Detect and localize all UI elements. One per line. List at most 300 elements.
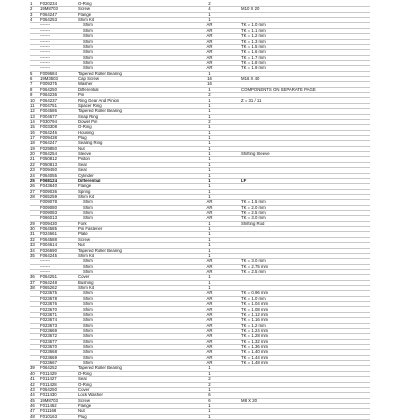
part-description: Screw [78,237,90,242]
part-number: F064251 [40,274,57,280]
ref-number: 34 [30,248,35,253]
ref-number: 21 [30,156,35,162]
quantity: AR [206,323,213,328]
quantity: AR [206,333,213,339]
remarks: M10 X 20 [241,6,260,12]
part-description: Shim [83,269,93,274]
ref-number: 19 [30,146,35,151]
ref-number: 8 [30,87,33,92]
part-number: F020234 [40,2,57,7]
part-description: Tapered Roller Bearing [78,365,122,371]
quantity: 1 [208,103,211,108]
ref-number: 46 [30,403,35,408]
part-number: F023674 [40,317,57,323]
part-description: Differential [78,178,101,183]
part-number: F009684 [40,71,57,76]
part-description: Shim [83,312,93,317]
part-description: Shim [83,44,93,49]
part-description: Seal [78,167,87,173]
remarks [241,414,370,419]
part-description: Snap Ring [78,114,99,119]
part-number: F023668 [40,349,57,355]
part-description: Shim [83,258,93,264]
remarks: M8 X 20 [241,398,258,403]
quantity: 1 [208,253,211,258]
quantity: 1 [208,140,211,146]
part-number: F064055 [40,173,57,178]
part-number: F011429 [40,371,57,376]
part-description: Shim [83,333,93,339]
part-description: Nut [78,408,85,414]
ref-number: 13 [30,114,35,119]
quantity: AR [206,360,213,366]
quantity: 1 [208,403,211,408]
ref-number: 5 [30,71,33,76]
remarks: TK = 2.5 mm [241,210,266,216]
quantity: AR [206,210,213,216]
part-description: Ring Gear And Pinion [78,97,120,103]
ref-number: 11 [30,103,35,108]
part-description: Shim [83,317,93,323]
quantity: 1 [208,226,211,232]
remarks: TK = 1.40 mm [241,349,269,355]
part-number: ------- [40,33,51,39]
part-number: F064236 [40,92,57,98]
part-description: Shim [83,328,93,333]
part-description: Shim Kit [78,253,94,258]
ref-number: 25 [30,178,35,183]
ref-number: 9 [30,92,33,98]
part-number: F009438 [40,135,57,141]
ref-number: 42 [30,382,35,387]
remarks: TK = 1.0 mm [241,296,266,301]
part-number: ------- [40,44,51,49]
quantity: AR [206,328,213,333]
part-description: Nut [78,242,85,248]
quantity: 1 [208,108,211,114]
part-description: Shim [83,65,93,71]
quantity: AR [206,49,213,55]
part-number: F009450 [40,167,57,173]
remarks: Shifting Sleeve [241,151,270,157]
part-description: Cover [78,387,90,392]
quantity: AR [206,215,213,221]
quantity: 1 [208,387,211,392]
part-number: F065262 [40,285,57,291]
ref-number: 41 [30,376,35,382]
quantity: 2 [208,92,211,98]
quantity: 1 [208,167,211,173]
part-number: F050812 [40,156,57,162]
part-number: F009078 [40,199,57,205]
quantity: AR [206,39,213,44]
part-number: F064248 [40,280,57,285]
part-description: Cap Screw [78,76,100,82]
part-description: Shim [83,339,93,344]
part-number: F066013 [40,215,57,221]
part-description: Flange [78,12,92,17]
part-description: Shim Kit [78,285,94,291]
part-number: F011427 [40,376,57,382]
quantity: 2 [208,2,211,7]
remarks: TK = 1.28 mm [241,333,269,339]
ref-number: 15 [30,124,35,130]
quantity: AR [206,344,213,350]
part-number: F064250 [40,387,57,392]
quantity: 1 [208,178,211,183]
part-description: Plug [78,414,87,419]
ref-number: 20 [30,151,35,157]
part-number: ------- [40,269,51,274]
part-number: F023675 [40,290,57,296]
ref-number: 23 [30,167,35,173]
part-description: O-Ring [78,2,92,7]
quantity: AR [206,339,213,344]
ref-number: 30 [30,226,35,232]
quantity: AR [206,349,213,355]
ref-number: 1 [30,2,33,7]
part-number: ------- [40,258,51,264]
part-description: Screw [78,398,90,403]
ref-number: 48 [30,414,35,419]
part-description: Housing [78,130,94,135]
part-description: Fork [78,221,87,226]
part-description: Shim [83,210,93,216]
part-number: ------- [40,49,51,55]
quantity: 1 [208,242,211,248]
quantity: 1 [208,285,211,291]
quantity: AR [206,44,213,49]
part-number: F009036 [40,189,57,194]
ref-number: 22 [30,162,35,167]
part-description: Shim [83,55,93,60]
ref-number: 32 [30,237,35,242]
part-number: F024661 [40,231,57,237]
remarks: TK = 1.5 mm [241,44,266,49]
ref-number: 2 [30,6,33,12]
part-description: Shim Kit [78,194,94,199]
part-description: Flange [78,183,92,189]
quantity: 2 [208,376,211,382]
part-number: F023671 [40,312,57,317]
part-number: ------- [40,264,51,269]
parts-row [30,414,370,419]
quantity: 1 [208,97,211,103]
part-number: F011430 [40,392,57,398]
remarks: TK = 1.32 mm [241,339,269,344]
part-number: F065259 [40,194,57,199]
remarks: LF [241,178,247,183]
part-number: F023667 [40,360,57,366]
ref-number: 18 [30,140,35,146]
part-number: ------- [40,60,51,65]
remarks: TK = 1.2 mm [241,323,266,328]
part-description: Washer [78,81,93,87]
quantity: 6 [208,392,211,398]
part-description: Shim [83,301,93,307]
part-number: F064253 [40,17,57,23]
quantity: AR [206,33,213,39]
quantity: 16 [207,76,212,82]
part-number: ------- [40,65,51,71]
part-number: 19M8703 [40,398,58,403]
quantity: AR [206,264,213,269]
part-number: F030794 [40,119,57,124]
part-number: F050813 [40,162,57,167]
part-description: Shim [83,296,93,301]
remarks: TK = 1.16 mm [241,317,269,323]
ref-number: 37 [30,280,35,285]
remarks: TK = 1.9 mm [241,65,266,71]
part-description: Plug [78,135,87,141]
ref-number: 40 [30,371,35,376]
part-description: Seal [78,162,87,167]
remarks: COMPONENTS ON SEPARATE PAGE [241,87,316,92]
part-description: Spring [78,189,91,194]
part-number: F064237 [40,97,57,103]
part-description: Shim [83,199,93,205]
quantity: AR [206,355,213,360]
part-description: O-Ring [78,371,92,376]
quantity: 1 [208,280,211,285]
remarks: TK = 1.2 mm [241,33,266,39]
quantity: 1 [208,183,211,189]
part-description: Shim [83,360,93,366]
part-number: F064246 [40,130,57,135]
quantity: 1 [208,173,211,178]
part-number: F004586 [40,108,57,114]
part-number: F004751 [40,103,57,108]
part-description: Shim [83,344,93,350]
quantity: 1 [208,231,211,237]
quantity: 1 [208,130,211,135]
ref-number: 4 [30,17,33,23]
remarks: TK = 1.36 mm [241,344,269,350]
part-number: F068124 [40,178,57,183]
quantity: 1 [208,87,211,92]
part-description: Tapered Roller Bearing [78,71,122,76]
part-description: Shim [83,39,93,44]
part-description: Shim [83,323,93,328]
quantity: 4 [208,6,211,12]
ref-number: 44 [30,392,35,398]
part-number: ------- [40,39,51,44]
quantity: AR [206,22,213,28]
quantity: 1 [208,135,211,141]
ref-number: 17 [30,135,35,141]
part-number: 19M3503 [40,76,58,82]
quantity: AR [206,60,213,65]
quantity: AR [206,317,213,323]
quantity: 16 [207,81,212,87]
quantity: 1 [208,162,211,167]
part-description: Shim [83,306,93,312]
quantity: 1 [208,274,211,280]
quantity: AR [206,55,213,60]
remarks: TK = 1.44 mm [241,355,269,360]
part-description: Shim [83,33,93,39]
part-number: F011168 [40,408,57,414]
part-number: F064252 [40,365,57,371]
part-number: F064254 [40,151,57,157]
quantity: 1 [208,17,211,23]
remarks: TK = 1.7 mm [241,55,266,60]
remarks: TK = 1.5 mm [241,199,266,205]
quantity: 1 [208,371,211,376]
part-number: F023678 [40,296,57,301]
remarks: TK = 3.0 mm [241,215,266,221]
part-description: Piston [78,156,90,162]
part-number: F009375 [40,81,57,87]
parts-list-table [30,2,370,420]
remarks: TK = 1.8 mm [241,60,266,65]
part-description: Bushing [78,280,94,285]
part-number: F023669 [40,328,57,333]
quantity: 1 [208,365,211,371]
part-number: F029850 [40,146,57,151]
part-description: Seal [78,376,87,382]
part-number: ------- [40,28,51,33]
part-description: Shim [83,60,93,65]
part-description: Cover [78,274,90,280]
part-number: F009430 [40,221,57,226]
part-description: Nut [78,146,85,151]
ref-number: 47 [30,408,35,414]
part-description: Dowel Pin [78,119,98,124]
remarks: TK = 1.6 mm [241,49,266,55]
part-description: Shim [83,205,93,210]
part-description: Tapered Roller Bearing [78,248,122,253]
ref-number: 7 [30,81,33,87]
part-description: Sealing Ring [78,140,103,146]
part-number: F064247 [40,12,57,17]
quantity: 1 [208,156,211,162]
ref-number: 28 [30,194,35,199]
quantity: 1 [208,248,211,253]
part-number: F023672 [40,333,57,339]
part-number: F011428 [40,382,57,387]
part-number: F023677 [40,339,57,344]
part-number: F064247 [40,140,57,146]
part-description: Shim Kit [78,17,94,23]
remarks: TK = 1.1 mm [241,28,266,33]
remarks: M16 X 40 [241,76,260,82]
ref-number: 6 [30,76,33,82]
part-number: F043640 [40,183,57,189]
part-number: F009080 [40,205,57,210]
part-number: F004677 [40,114,57,119]
part-description: Pin Fastener [78,226,103,232]
part-number: F023673 [40,323,57,328]
remarks: TK = 1.24 mm [241,328,269,333]
ref-number: 27 [30,189,35,194]
part-description: Shim [83,290,93,296]
part-description: Cylinder [78,173,94,178]
part-number: F023670 [40,344,57,350]
remarks: TK = 0.96 mm [241,290,269,296]
quantity: AR [206,205,213,210]
quantity: AR [206,312,213,317]
remarks: TK = 3.0 mm [241,258,266,264]
ref-number: 3 [30,12,33,17]
part-number: F064585 [40,226,57,232]
remarks: TK = 1.3 mm [241,39,266,44]
part-number: F064250 [40,87,57,92]
part-number: F023669 [40,355,57,360]
part-description: Shim [83,28,93,33]
quantity: 1 [208,189,211,194]
quantity: AR [206,28,213,33]
part-description: O-Ring [78,124,92,130]
quantity: 1 [208,12,211,17]
part-description: Tapered Roller Bearing [78,108,122,114]
quantity: 1 [208,151,211,157]
part-number: F009083 [40,210,57,216]
part-number: F064245 [40,253,57,258]
quantity: 2 [208,119,211,124]
part-number: F064588 [40,237,57,242]
ref-number: 35 [30,253,35,258]
part-number: ------- [40,22,51,28]
parts-list-body [30,2,370,420]
remarks: TK = 1.48 mm [241,360,269,366]
ref-number: 12 [30,108,35,114]
part-number: F010163 [40,414,57,419]
quantity: AR [206,296,213,301]
quantity: 1 [208,194,211,199]
part-number: F003308 [40,124,57,130]
part-description: Differential [78,87,99,92]
ref-number: 29 [30,221,35,226]
ref-number: 36 [30,274,35,280]
part-description: Shim [83,349,93,355]
quantity: 1 [208,114,211,119]
ref-number: 14 [30,119,35,124]
part-description: Shim [83,49,93,55]
part-number: F023676 [40,301,57,307]
quantity: 1 [208,221,211,226]
part-number: F011462 [40,403,57,408]
part-number: 19M8703 [40,6,58,12]
quantity: AR [206,258,213,264]
ref-number: 16 [30,130,35,135]
part-description: Sleeve [78,151,92,157]
remarks: TK = 2.0 mm [241,205,266,210]
ref-number: 33 [30,242,35,248]
part-description: Shim [83,264,93,269]
part-number: F026690 [40,248,57,253]
quantity: 1 [208,146,211,151]
quantity: 1 [208,124,211,130]
ref-number: 43 [30,387,35,392]
ref-number: 38 [30,285,35,291]
ref-number: 45 [30,398,35,403]
part-description: Spacer Ring [78,103,102,108]
part-description: Shim [83,355,93,360]
quantity: AR [206,306,213,312]
ref-number: 31 [30,231,35,237]
quantity: 1 [208,408,211,414]
quantity: AR [206,269,213,274]
quantity: AR [206,65,213,71]
quantity: 2 [208,382,211,387]
quantity: AR [206,301,213,307]
part-description: Flange [78,403,92,408]
part-number: F023670 [40,306,57,312]
quantity: 6 [208,398,211,403]
quantity: 1 [208,414,211,419]
remarks: TK = 1.0 mm [241,22,266,28]
